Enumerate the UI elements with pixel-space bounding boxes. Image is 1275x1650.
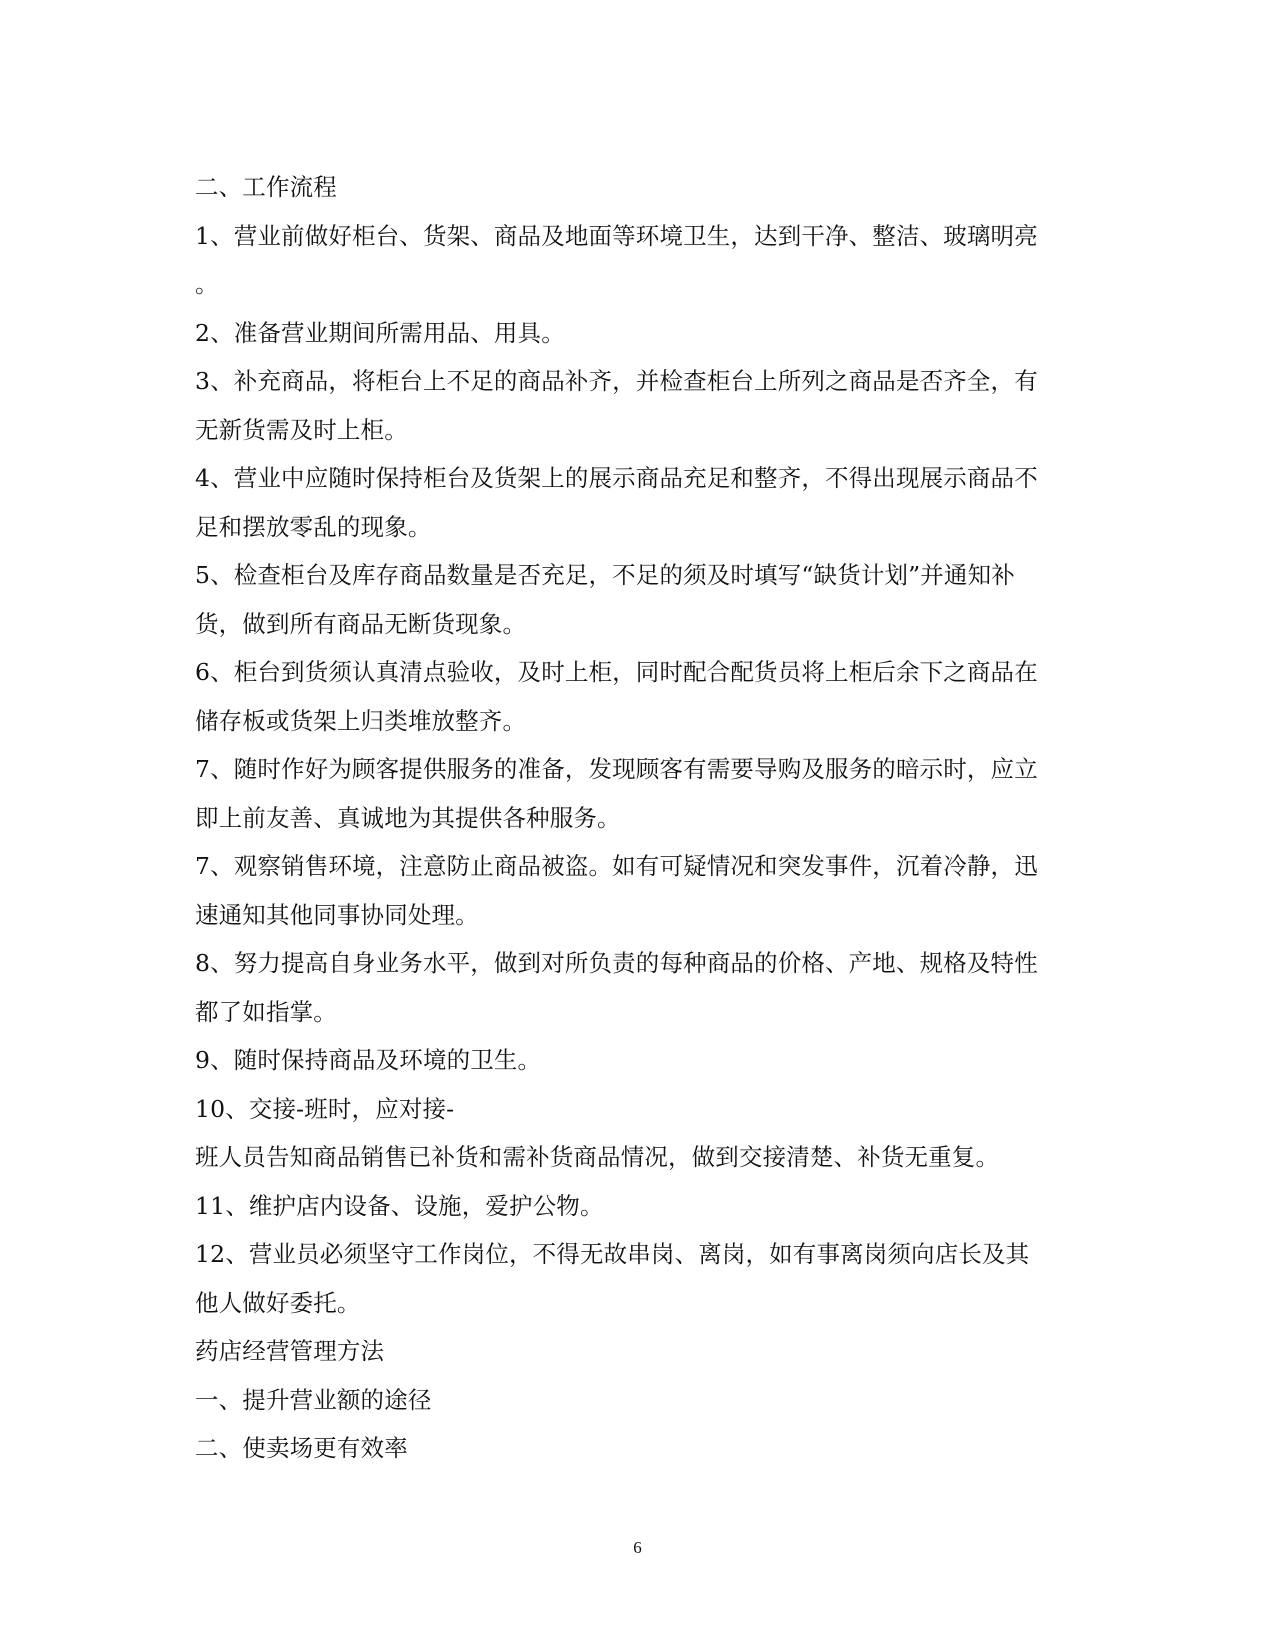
paragraph-line: 8、努力提高自身业务水平，做到对所负责的每种商品的价格、产地、规格及特性	[195, 949, 1038, 977]
paragraph-line: 货，做到所有商品无断货现象。	[195, 609, 527, 638]
paragraph-line: 7、观察销售环境，注意防止商品被盗。如有可疑情况和突发事件，沉着冷静，迅	[195, 852, 1038, 880]
paragraph-line: 9、随时保持商品及环境的卫生。	[195, 1046, 542, 1074]
subsection-heading: 二、使卖场更有效率	[195, 1434, 408, 1462]
section-heading-workflow: 二、工作流程	[195, 173, 337, 201]
paragraph-line: 无新货需及时上柜。	[195, 415, 408, 444]
paragraph-line: 7、随时作好为顾客提供服务的准备，发现顾客有需要导购及服务的暗示时，应立	[195, 755, 1038, 783]
paragraph-line: 5、检查柜台及库存商品数量是否充足，不足的须及时填写“缺货计划”并通知补	[195, 561, 1015, 589]
paragraph-line: 1、营业前做好柜台、货架、商品及地面等环境卫生，达到干净、整洁、玻璃明亮	[195, 221, 1038, 250]
paragraph-line: 都了如指掌。	[195, 997, 337, 1026]
paragraph-line: 3、补充商品，将柜台上不足的商品补齐，并检查柜台上所列之商品是否齐全，有	[195, 367, 1038, 395]
paragraph-line: 10、交接-班时，应对接-	[195, 1094, 455, 1123]
subsection-heading: 一、提升营业额的途径	[195, 1385, 432, 1414]
paragraph-line: 他人做好委托。	[195, 1288, 361, 1317]
paragraph-line: 储存板或货架上归类堆放整齐。	[195, 706, 527, 735]
document-body	[195, 163, 1085, 1473]
paragraph-line: 4、营业中应随时保持柜台及货架上的展示商品充足和整齐，不得出现展示商品不	[195, 464, 1038, 492]
paragraph-line: 2、准备营业期间所需用品、用具。	[195, 318, 565, 347]
paragraph-line: 速通知其他同事协同处理。	[195, 900, 479, 929]
page-number: 6	[633, 1538, 642, 1557]
paragraph-line: 即上前友善、真诚地为其提供各种服务。	[195, 803, 621, 832]
paragraph-line: 足和摆放零乱的现象。	[195, 512, 432, 541]
section-heading-management: 药店经营管理方法	[195, 1337, 385, 1365]
paragraph-line: 。	[195, 270, 219, 298]
paragraph-line: 班人员告知商品销售已补货和需补货商品情况，做到交接清楚、补货无重复。	[195, 1143, 1000, 1171]
paragraph-line: 6、柜台到货须认真清点验收，及时上柜，同时配合配货员将上柜后余下之商品在	[195, 658, 1038, 686]
paragraph-line: 11、维护店内设备、设施，爱护公物。	[195, 1191, 604, 1220]
paragraph-line: 12、营业员必须坚守工作岗位，不得无故串岗、离岗，如有事离岗须向店长及其	[195, 1240, 1030, 1268]
